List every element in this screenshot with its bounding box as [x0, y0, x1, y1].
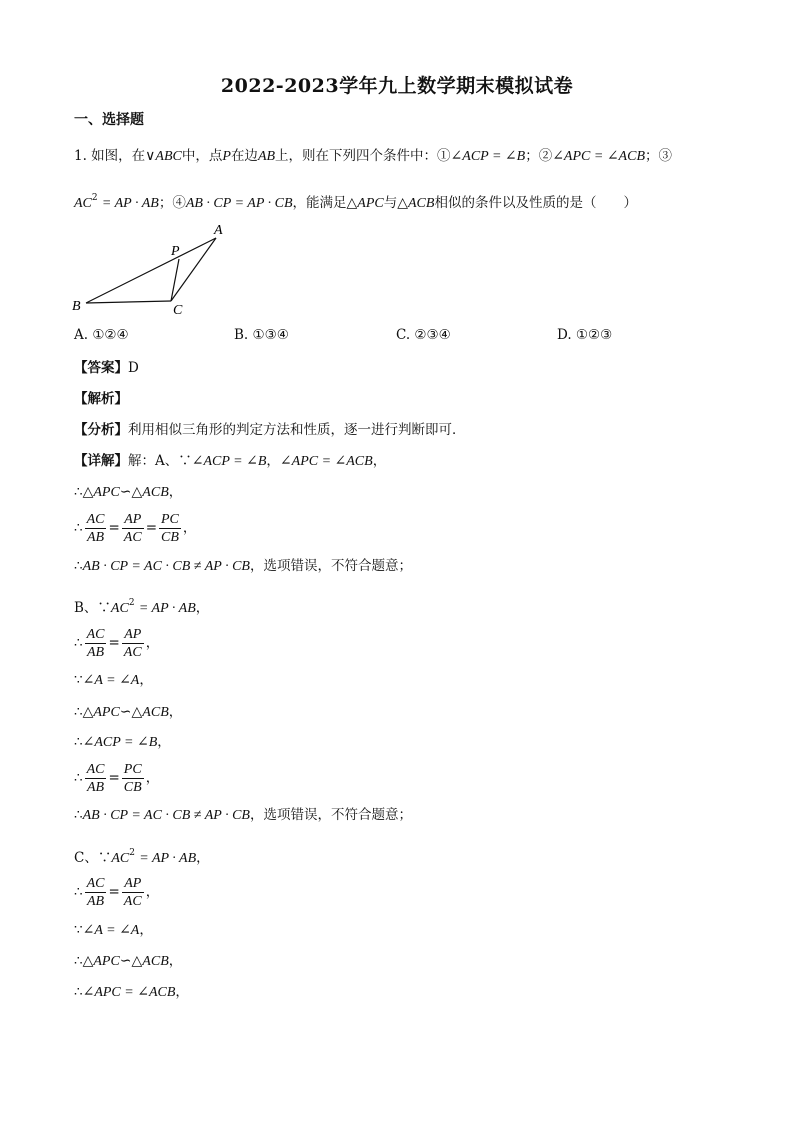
solution-line: [74, 843, 210, 869]
answer-value: D: [128, 360, 139, 376]
therefore-symbol: ∴: [74, 734, 83, 750]
xiangjie-label: 【详解】: [74, 453, 128, 469]
math-expr: = AP · AB: [139, 851, 197, 866]
fenxi-text: 利用相似三角形的判定方法和性质，逐一进行判断即可．: [128, 422, 466, 438]
question-text: ，能满足: [292, 195, 347, 211]
math-expr: ∠ACP = ∠B: [191, 454, 267, 469]
segment-bc: [86, 301, 171, 303]
denominator: AB: [86, 780, 105, 795]
fraction: [122, 875, 144, 910]
question-text: 上，则在下列四个条件中：①: [275, 148, 451, 164]
numerator: AC: [86, 512, 105, 527]
answer-label: 【答案】: [74, 360, 128, 376]
label-b: B: [72, 299, 81, 314]
solution-line: [74, 982, 189, 1003]
numerator: AP: [122, 875, 144, 893]
math-triangle: ∨ABC: [145, 149, 182, 164]
solution-text: ，选项错误，不符合题意；: [249, 807, 412, 823]
question-line-1: [74, 146, 672, 167]
math-expr: AC: [111, 851, 130, 866]
solution-line: [74, 920, 153, 941]
solution-text: 解：A、∵: [128, 453, 192, 469]
section-heading: 一、选择题: [74, 112, 144, 128]
solution-text: ，: [168, 484, 183, 500]
therefore-symbol: ∴: [74, 520, 83, 536]
solution-text: ，: [266, 453, 280, 469]
exponent: 2: [129, 848, 135, 858]
math-segment: AB: [257, 149, 276, 164]
solution-line: ∴ $\frac{AC}{AB}$ = $\frac{AP}{AC}$ ，: [74, 876, 160, 909]
therefore-symbol: ∴: [74, 558, 83, 574]
solution-text: ，: [157, 734, 171, 750]
label-c: C: [173, 303, 183, 318]
denominator: AC: [123, 530, 142, 545]
question-line-2: [74, 188, 637, 214]
fraction: [159, 511, 181, 546]
solution-line: [74, 805, 412, 826]
denominator: AB: [86, 645, 105, 660]
solution-line: [74, 702, 182, 723]
question-text: ；④: [158, 195, 186, 211]
solution-text: B、∵: [74, 600, 111, 616]
solution-text: ，: [145, 770, 160, 786]
math-expr: AB · CP = AC · CB ≠ AP · CB: [82, 559, 250, 574]
option-d: D. ①②③: [557, 327, 613, 343]
solution-text: ，: [196, 850, 210, 866]
question-text: 中，点: [181, 148, 223, 164]
denominator: AC: [123, 645, 142, 660]
math-term: AC: [74, 196, 92, 211]
denominator: CB: [123, 780, 142, 795]
numerator: AP: [122, 511, 144, 529]
label-a: A: [214, 223, 223, 238]
because-symbol: ∵: [74, 922, 83, 938]
solution-line: [74, 732, 171, 753]
fraction: [85, 761, 107, 796]
solution-text: ，: [182, 520, 197, 536]
fenxi-label: 【分析】: [74, 422, 128, 438]
math-expr: ∠APC = ∠ACB: [82, 985, 176, 1000]
therefore-symbol: ∴: [74, 953, 83, 969]
math-expr: = AP · AB: [138, 601, 196, 616]
solution-text: ，: [195, 600, 210, 616]
numerator: PC: [123, 762, 142, 777]
solution-line: [74, 451, 386, 472]
math-triangle: △ACB: [397, 196, 435, 211]
math-expr: AB · CP = AC · CB ≠ AP · CB: [82, 808, 250, 823]
option-c: C. ②③④: [396, 327, 451, 343]
denominator: AB: [86, 530, 105, 545]
answer-line: [74, 358, 139, 378]
question-text: 相似的条件以及性质的是（ ）: [434, 195, 637, 211]
solution-line: [74, 556, 412, 577]
solution-text: ，: [168, 953, 183, 969]
question-text: 与: [383, 195, 398, 211]
math-triangle: △APC: [346, 196, 384, 211]
solution-line: [74, 593, 209, 619]
numerator: AC: [86, 762, 105, 777]
math-expr: AC: [110, 601, 129, 616]
therefore-symbol: ∴: [74, 770, 83, 786]
condition-3: = AP · AB: [101, 196, 159, 211]
fenxi-line: [74, 420, 466, 440]
math-expr: ∠ACP = ∠B: [82, 735, 158, 750]
therefore-symbol: ∴: [74, 484, 83, 500]
solution-line: ∴ $\frac{AC}{AB}$ = $\frac{AP}{AC}$ ，: [74, 627, 160, 660]
solution-line: ∴ $\frac{AC}{AB}$ = $\frac{PC}{CB}$ ，: [74, 762, 160, 795]
solution-text: ，选项错误，不符合题意；: [249, 558, 412, 574]
numerator: AP: [122, 626, 144, 644]
math-expr: △APC∽△ACB: [82, 705, 169, 720]
solution-line: [74, 482, 182, 503]
math-point: P: [222, 149, 231, 164]
question-text: ；③: [645, 148, 672, 164]
math-expr: ∠A = ∠A: [82, 673, 140, 688]
solution-text: ，: [372, 453, 387, 469]
fraction: [85, 875, 107, 910]
fraction: [85, 511, 107, 546]
solution-line: [74, 951, 182, 972]
math-expr: △APC∽△ACB: [82, 485, 169, 500]
exponent: 2: [91, 193, 98, 203]
fraction: [85, 626, 107, 661]
option-a: A. ①②④: [74, 327, 129, 343]
math-expr: ∠APC = ∠ACB: [279, 454, 373, 469]
solution-line: ∴ $\frac{AC}{AB}$ = $\frac{AP}{AC}$ = $\frac{PC}{CB}$ ，: [74, 512, 197, 545]
solution-text: ，: [139, 672, 153, 688]
condition-4: AB · CP = AP · CB: [185, 196, 293, 211]
condition-2: ∠APC = ∠ACB: [552, 149, 645, 164]
fraction: [122, 626, 144, 661]
therefore-symbol: ∴: [74, 635, 83, 651]
segment-ba: [86, 238, 216, 303]
fraction: [122, 511, 144, 546]
numerator: PC: [161, 512, 179, 527]
numerator: AC: [86, 876, 105, 891]
math-expr: ∠A = ∠A: [82, 923, 140, 938]
therefore-symbol: ∴: [74, 884, 83, 900]
denominator: AC: [123, 894, 142, 909]
because-symbol: ∵: [74, 672, 83, 688]
question-text: 1. 如图，在: [74, 148, 146, 164]
solution-text: ，: [145, 635, 160, 651]
therefore-symbol: ∴: [74, 984, 83, 1000]
exponent: 2: [128, 598, 135, 608]
fraction: [122, 761, 144, 796]
math-expr: △APC∽△ACB: [82, 954, 169, 969]
therefore-symbol: ∴: [74, 807, 83, 823]
triangle-figure: [70, 222, 240, 322]
question-text: ；②: [525, 148, 553, 164]
condition-1: ∠ACP = ∠B: [450, 149, 526, 164]
therefore-symbol: ∴: [74, 704, 83, 720]
question-text: 在边: [230, 148, 258, 164]
analysis-heading: [74, 389, 128, 409]
denominator: CB: [161, 530, 179, 545]
solution-line: [74, 670, 153, 691]
analysis-label: 【解析】: [74, 391, 128, 407]
solution-text: ，: [175, 984, 189, 1000]
solution-text: ，: [139, 922, 153, 938]
page-title: 2022-2023学年九上数学期末模拟试卷: [220, 75, 574, 97]
option-b: B. ①③④: [234, 327, 289, 343]
solution-text: C、∵: [74, 850, 112, 866]
solution-text: ，: [145, 884, 160, 900]
numerator: AC: [86, 627, 105, 642]
denominator: AB: [86, 894, 105, 909]
label-p: P: [171, 244, 180, 259]
solution-text: ，: [168, 704, 183, 720]
